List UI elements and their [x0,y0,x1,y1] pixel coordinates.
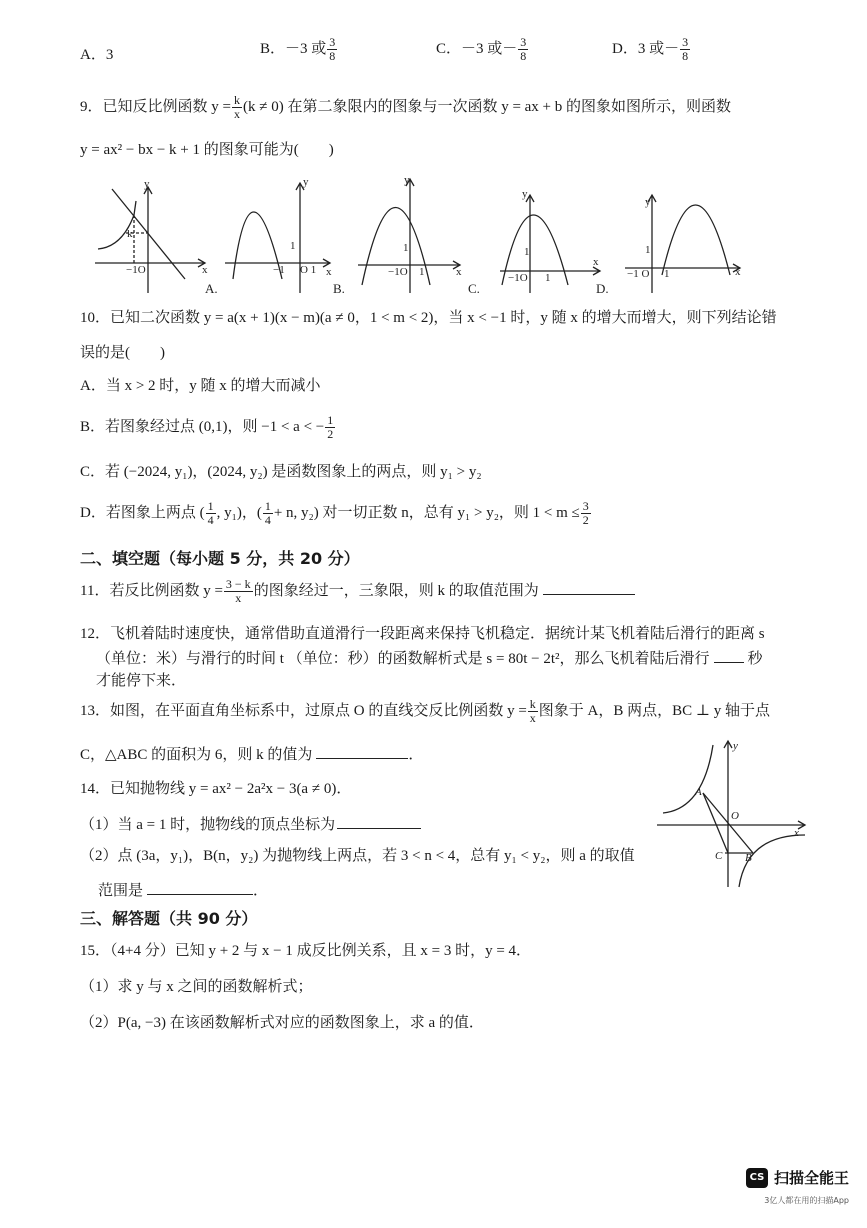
q10-d-mid2: + n, y₂) 对一切正数 n，总有 y₁ > y₂，则 1 < m ≤ [273,504,580,521]
frac-den: 4 [264,513,271,527]
frac-num: 3 [582,499,589,513]
q10-d-mid1: , y₁)，( [216,504,262,521]
q13-b-label: B [745,852,752,864]
frac-num: 3 − k [225,577,251,591]
frac-num: k [233,93,240,107]
q9-gc-y: y [522,188,528,200]
q14-period: ． [253,883,269,899]
q9-ga-x: x [326,266,332,278]
q15-line1: 15．（4+4 分）已知 y + 2 与 x − 1 成反比例关系，且 x = 3 时，y = 4． [80,943,532,959]
q9-line1 [80,94,731,121]
q11-post: 的图象经过一，三象限，则 k 的取值范围为 [253,582,539,599]
q14-part1-blank[interactable] [337,814,421,829]
q9-gd-y: y [645,196,651,208]
q13-graph [655,735,815,890]
q8-option-d-frac [680,36,690,63]
q13-frac [528,698,538,725]
q9-line1-pre: 9．已知反比例函数 y = [80,98,231,115]
q13-line2 [80,744,423,765]
q10-option-d [80,500,592,527]
q11-frac [224,578,253,605]
scanner-watermark [746,1167,849,1188]
q8-option-a: A．3 [80,47,114,63]
q14-part1 [80,814,421,835]
frac-den: 4 [207,513,214,527]
q13-line1 [80,698,770,725]
q8-option-c-frac [518,36,528,63]
q10-line2: 误的是( ) [80,345,165,361]
q9-line1-post: (k ≠ 0) 在第二象限内的图象与一次函数 y = ax + b 的图象如图所示，则函数 [242,98,732,115]
q10-d-frac3 [581,500,591,527]
q13-line2-text: C，△ABC 的面积为 6，则 k 的值为 [80,747,313,763]
q12-line2 [96,648,763,669]
q15-part2: （2）P(a, −3) 在该函数解析式对应的函数图象上，求 a 的值． [80,1015,484,1031]
q8-option-c [436,36,529,63]
q14-part2-range-text: 范围是 [98,883,144,899]
q13-o-label: O [731,810,739,822]
frac-num: 1 [264,499,271,513]
q9-gc-origin: −1O [508,272,528,284]
q9-label-d: D. [596,281,609,296]
scanner-app-name: 扫描全能王 [773,1169,849,1187]
q14-part1-text: （1）当 a = 1 时，抛物线的顶点坐标为 [80,817,336,833]
frac-den: 2 [327,427,334,441]
frac-den: 8 [329,49,336,63]
q11 [80,578,635,605]
q8-option-b-frac [327,36,337,63]
q9-gb-x: x [456,266,462,278]
q13-a-label: A [695,786,702,798]
q12-line2-text: （单位：米）与滑行的时间 t （单位：秒）的函数解析式是 s = 80t − 2t²，那么飞机着陆后滑行 [96,651,710,667]
q8-option-c-text: C．－3 或－ [436,40,518,57]
q12-line2-end: 秒 [747,651,763,667]
q11-answer-blank[interactable] [543,580,635,595]
q12-line1: 12．飞机着陆时速度快，通常借助直道滑行一段距离来保持飞机稳定．据统计某飞机着陆后滑行的距离 s [80,626,765,642]
q9-gd-x1: 1 [664,268,670,280]
frac-den: 2 [582,513,589,527]
section-answer-title: 三、解答题（共 90 分） [80,909,258,928]
q14-part2-range [98,880,268,901]
q10-b-text: B．若图象经过点 (0,1)，则 −1 < a < − [80,418,325,435]
frac-num: 1 [207,499,214,513]
scanner-logo-icon: CS [746,1168,768,1188]
q14-part2: （2）点 (3a，y₁)，B(n，y₂) 为抛物线上两点，若 3 < n < 4，总有 y₁ < y₂，则 a 的取值 [80,848,635,864]
frac-den: x [235,591,242,605]
q9-gc-one: 1 [524,246,530,258]
q9-gd-x: x [735,266,741,278]
q13-c-label: C [715,850,723,862]
q9-ga-neg1: −1 [273,264,285,276]
scanner-tagline: 3亿人都在用的扫描App [764,1196,849,1205]
q9-gc-x: x [593,256,599,268]
q10-b-frac [325,414,335,441]
q13-line1-pre: 13．如图，在平面直角坐标系中，过原点 O 的直线交反比例函数 y = [80,702,527,719]
q10-d-frac1 [206,500,216,527]
q9-g0-y: y [144,178,150,190]
frac-num: k [529,697,536,711]
q15-part1: （1）求 y 与 x 之间的函数解析式； [80,979,313,995]
q9-ga-one: 1 [290,240,296,252]
q9-ga-o1: O 1 [300,264,317,276]
q9-gb-one: 1 [403,242,409,254]
frac-num: 1 [327,413,334,427]
q9-gd-one: 1 [645,244,651,256]
q9-ga-y: y [303,176,309,188]
q9-gd-origin: −1 O [627,268,650,280]
q10-option-c: C．若 (−2024, y₁)，(2024, y₂) 是函数图象上的两点，则 y₁ > y₂ [80,464,482,480]
q12-line3: 才能停下来． [96,673,187,689]
q9-label-b: B. [333,281,345,296]
q8-option-d [612,36,691,63]
frac-num: 3 [520,35,527,49]
q9-line2: y = ax² − bx − k + 1 的图象可能为( ) [80,142,334,158]
q10-d-pre: D．若图象上两点 ( [80,504,205,521]
q11-pre: 11．若反比例函数 y = [80,582,223,599]
q13-answer-blank[interactable] [316,744,408,759]
q8-option-d-text: D．3 或－ [612,40,680,57]
frac-num: 3 [329,35,336,49]
q13-y-label: y [733,740,738,752]
q13-period: ． [408,747,424,763]
q9-label-c: C. [468,281,480,296]
q13-line1-post: 图象于 A，B 两点，BC ⊥ y 轴于点 [538,702,771,719]
q9-gb-y: y [404,175,410,186]
q10-line1: 10．已知二次函数 y = a(x + 1)(x − m)(a ≠ 0，1 < m < 2)，当 x < −1 时，y 随 x 的增大而增大，则下列结论错 [80,310,777,326]
q14-part2-blank[interactable] [147,880,253,895]
q8-option-b-text: B．－3 或 [260,40,327,57]
q9-g0-origin: −1O [126,264,146,276]
q9-g0-k: k [127,228,133,240]
q12-answer-blank[interactable] [714,648,744,663]
q10-d-frac2 [263,500,273,527]
q9-label-a: A. [205,281,218,296]
q14-line1: 14．已知抛物线 y = ax² − 2a²x − 3(a ≠ 0)． [80,781,352,797]
frac-den: x [233,107,240,121]
q10-option-a: A．当 x > 2 时，y 随 x 的增大而减小 [80,378,321,394]
q9-g0-x: x [202,264,208,276]
frac-num: 3 [682,35,689,49]
frac-den: 8 [682,49,689,63]
q9-graphs [90,175,760,300]
q8-option-b [260,36,338,63]
section-fill-in-title: 二、填空题（每小题 5 分，共 20 分） [80,549,360,568]
frac-den: 8 [520,49,527,63]
q10-option-b [80,414,336,441]
q9-gb-origin: −1O [388,266,408,278]
q9-frac [232,94,242,121]
q13-x-label: x [794,827,799,839]
q9-gb-x1: 1 [419,266,425,278]
q9-gc-x1: 1 [545,272,551,284]
frac-den: x [529,711,536,725]
